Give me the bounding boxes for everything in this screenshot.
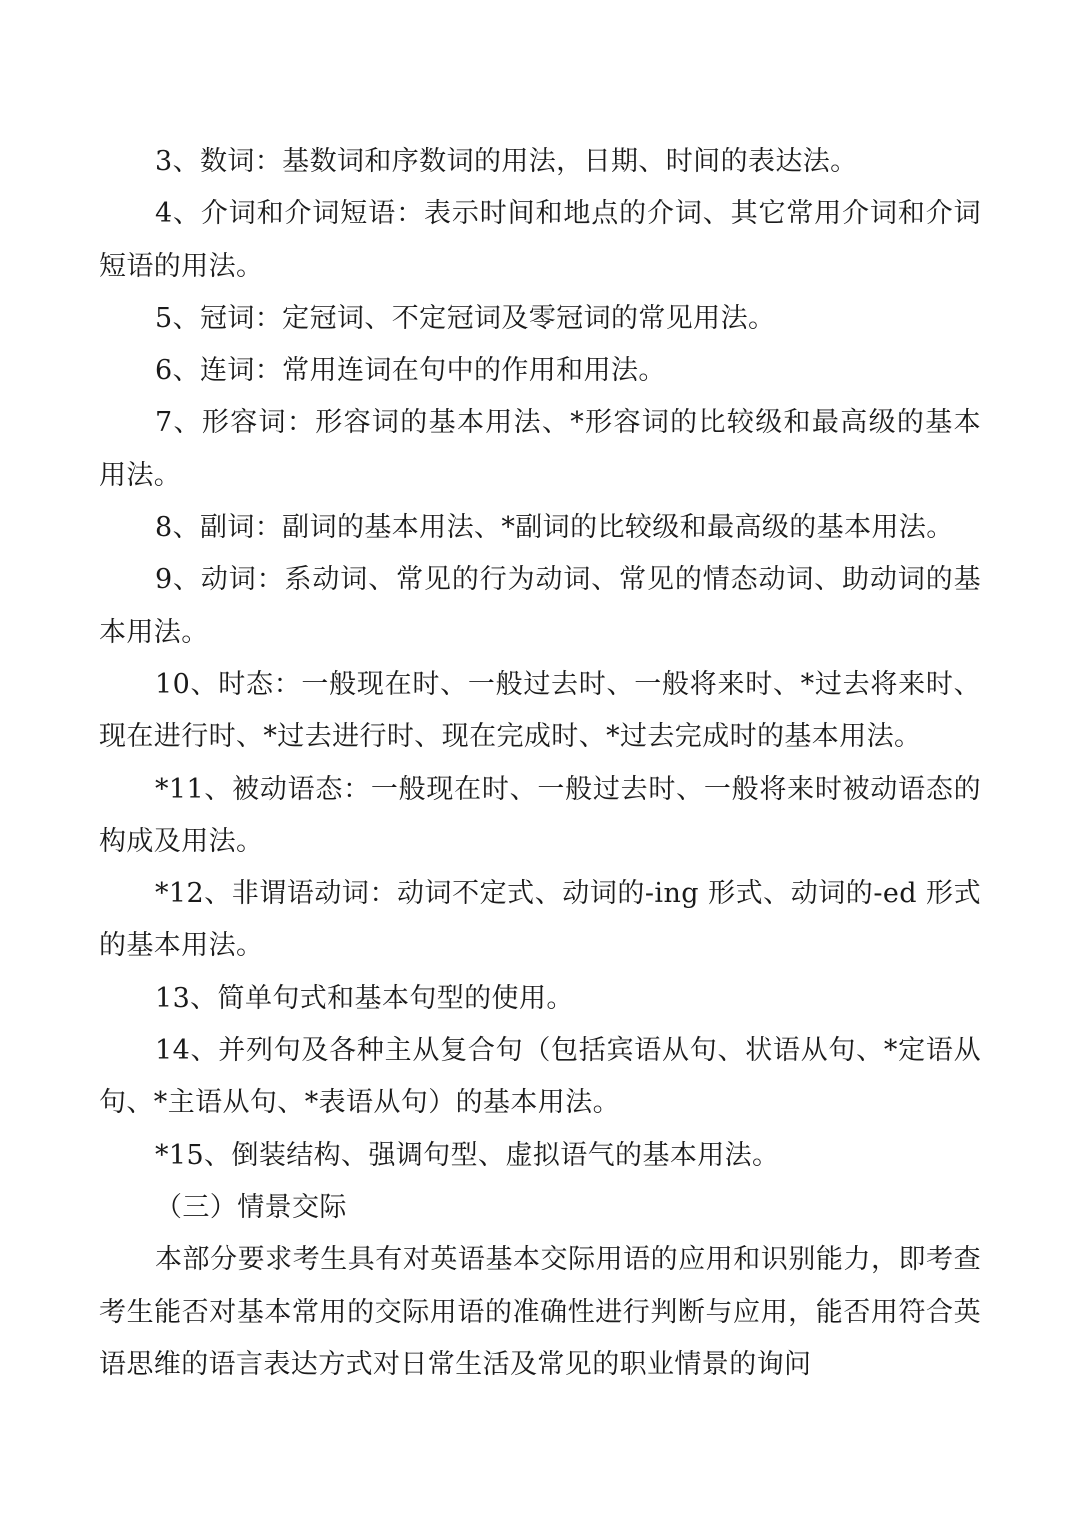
section-heading: （三）情景交际 <box>155 1191 347 1223</box>
paragraph-verbs: 9、动词：系动词、常见的行为动词、常见的情态动词、助动词的基本用法。 <box>99 564 981 648</box>
paragraph-simple-sentences: 13、简单句式和基本句型的使用。 <box>155 982 574 1014</box>
paragraph-compound-sentences: 14、并列句及各种主从复合句（包括宾语从句、状语从句、*定语从句、*主语从句、*表语从句）的基本用法。 <box>99 1035 981 1119</box>
paragraph-inversion: *15、倒装结构、强调句型、虚拟语气的基本用法。 <box>155 1139 780 1171</box>
paragraph-adjectives: 7、形容词：形容词的基本用法、*形容词的比较级和最高级的基本用法。 <box>99 407 981 491</box>
paragraph-conjunctions: 6、连词：常用连词在句中的作用和用法。 <box>155 355 666 387</box>
document-body <box>99 136 981 1391</box>
paragraph-communication: 本部分要求考生具有对英语基本交际用语的应用和识别能力，即考查考生能否对基本常用的交际用语的准确性进行判断与应用，能否用符合英语思维的语言表达方式对日常生活及常见的职业情景的询问 <box>99 1244 981 1380</box>
paragraph-articles: 5、冠词：定冠词、不定冠词及零冠词的常见用法。 <box>155 302 776 334</box>
paragraph-prepositions: 4、介词和介词短语：表示时间和地点的介词、其它常用介词和介词短语的用法。 <box>99 198 981 282</box>
paragraph-adverbs: 8、副词：副词的基本用法、*副词的比较级和最高级的基本用法。 <box>155 512 954 544</box>
paragraph-tenses: 10、时态：一般现在时、一般过去时、一般将来时、*过去将来时、现在进行时、*过去进行时、现在完成时、*过去完成时的基本用法。 <box>99 668 981 753</box>
paragraph-non-finite-verbs: *12、非谓语动词：动词不定式、动词的-ing 形式、动词的-ed 形式的基本用法。 <box>99 878 981 962</box>
paragraph-passive-voice: *11、被动语态：一般现在时、一般过去时、一般将来时被动语态的构成及用法。 <box>99 773 981 857</box>
paragraph-numerals: 3、数词：基数词和序数词的用法，日期、时间的表达法。 <box>155 146 858 177</box>
